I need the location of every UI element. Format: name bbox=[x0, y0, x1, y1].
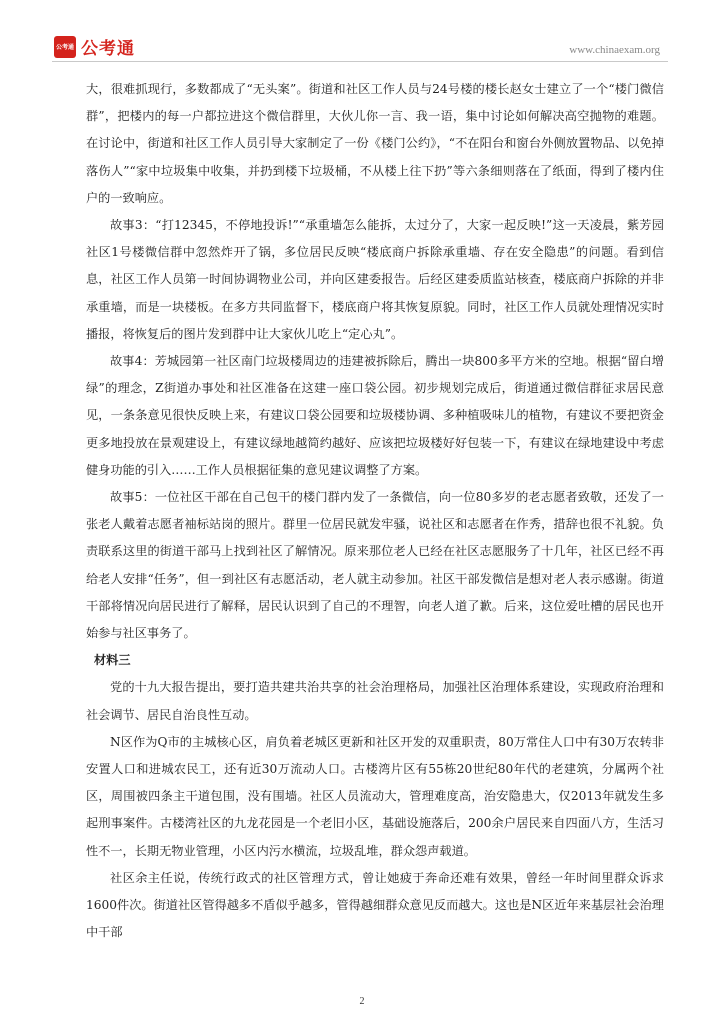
paragraph-story-3: 故事3：“打12345，不停地投诉!”“承重墙怎么能拆，太过分了，大家一起反映!”这一天凌晨，紫芳园社区1号楼微信群中忽然炸开了锅，多位居民反映“楼底商户拆除承重墙、存在安全隐患”的问题。看到信息，社区工作人员第一时间协调物业公司，并向区建委报告。后经区建委质监站核查，楼底商户拆除的并非承重墙，而是一块楼板。在多方共同监督下，楼底商户将其恢复原貌。同时，社区工作人员就处理情况实时播报，将恢复后的图片发到群中让大家伙儿吃上“定心丸”。 bbox=[86, 218, 664, 341]
paragraph-n-district: N区作为Q市的主城核心区，肩负着老城区更新和社区开发的双重职责，80万常住人口中有30万农转非安置人口和进城农民工，还有近30万流动人口。古楼湾片区有55栋20世纪80年代的老建筑，分属两个社区，周围被四条主干道包围，没有围墙。社区人员流动大，管理难度高，治安隐患大，仅2013年就发生多起刑事案件。古楼湾社区的九龙花园是一个老旧小区，基础设施落后，200余户居民来自四面八方，生活习性不一，长期无物业管理，小区内污水横流，垃圾乱堆，群众怨声载道。 bbox=[86, 734, 664, 858]
paragraph-continuation: 大，很难抓现行，多数都成了“无头案”。街道和社区工作人员与24号楼的楼长赵女士建立了一个“楼门微信群”，把楼内的每一户都拉进这个微信群里，大伙儿你一言、我一语，集中讨论如何解决高空抛物的难题。在讨论中，街道和社区工作人员引导大家制定了一份《楼门公约》，“不在阳台和窗台外侧放置物品、以免掉落伤人”“家中垃圾集中收集，并扔到楼下垃圾桶，不从楼上往下扔”等六条细则落在了纸面，得到了楼内住户的一致响应。 bbox=[86, 82, 664, 205]
logo-text: 公考通 bbox=[81, 39, 135, 59]
paragraph-party-report: 党的十九大报告提出，要打造共建共治共享的社会治理格局，加强社区治理体系建设，实现政府治理和社会调节、居民自治良性互动。 bbox=[86, 680, 664, 722]
paragraph-story-4: 故事4：芳城园第一社区南门垃圾楼周边的违建被拆除后，腾出一块800多平方米的空地。根据“留白增绿”的理念，Z街道办事处和社区准备在这建一座口袋公园。初步规划完成后，街道通过微信群征求居民意见，一条条意见很快反映上来，有建议口袋公园要和垃圾楼协调、多种植吸味儿的植物，有建议不要把资金更多地投放在景观建设上，有建议绿地越简约越好、应该把垃圾楼好好包装一下，有建议在绿地建设中考虑健身功能的引入……工作人员根据征集的意见建议调整了方案。 bbox=[86, 354, 664, 477]
page-header bbox=[0, 0, 724, 64]
header-divider bbox=[52, 61, 668, 62]
logo-badge-icon: 公考通 bbox=[54, 36, 76, 58]
section-heading-material-3: 材料三 bbox=[94, 653, 131, 668]
paragraph-story-5: 故事5：一位社区干部在自己包干的楼门群内发了一条微信，向一位80多岁的老志愿者致敬，还发了一张老人戴着志愿者袖标站岗的照片。群里一位居民就发牢骚，说社区和志愿者在作秀，措辞也很不礼貌。负责联系这里的街道干部马上找到社区了解情况。原来那位老人已经在社区志愿服务了十几年，社区已经不再给老人安排“任务”，但一到社区有志愿活动，老人就主动参加。社区干部发微信是想对老人表示感谢。街道干部将情况向居民进行了解释，居民认识到了自己的不理智，向老人道了歉。后来，这位爱吐槽的居民也开始参与社区事务了。 bbox=[86, 490, 664, 641]
document-body bbox=[86, 76, 664, 947]
paragraph-director-yu: 社区余主任说，传统行政式的社区管理方式，曾让她疲于奔命还难有效果，曾经一年时间里群众诉求1600件次。街道社区管得越多不盾似乎越多，管得越细群众意见反而越大。这也是N区近年来基层社会治理中干部 bbox=[86, 870, 664, 940]
page-number: 2 bbox=[359, 996, 365, 1007]
brand-logo[interactable] bbox=[54, 34, 135, 59]
site-url[interactable]: www.chinaexam.org bbox=[569, 44, 660, 56]
